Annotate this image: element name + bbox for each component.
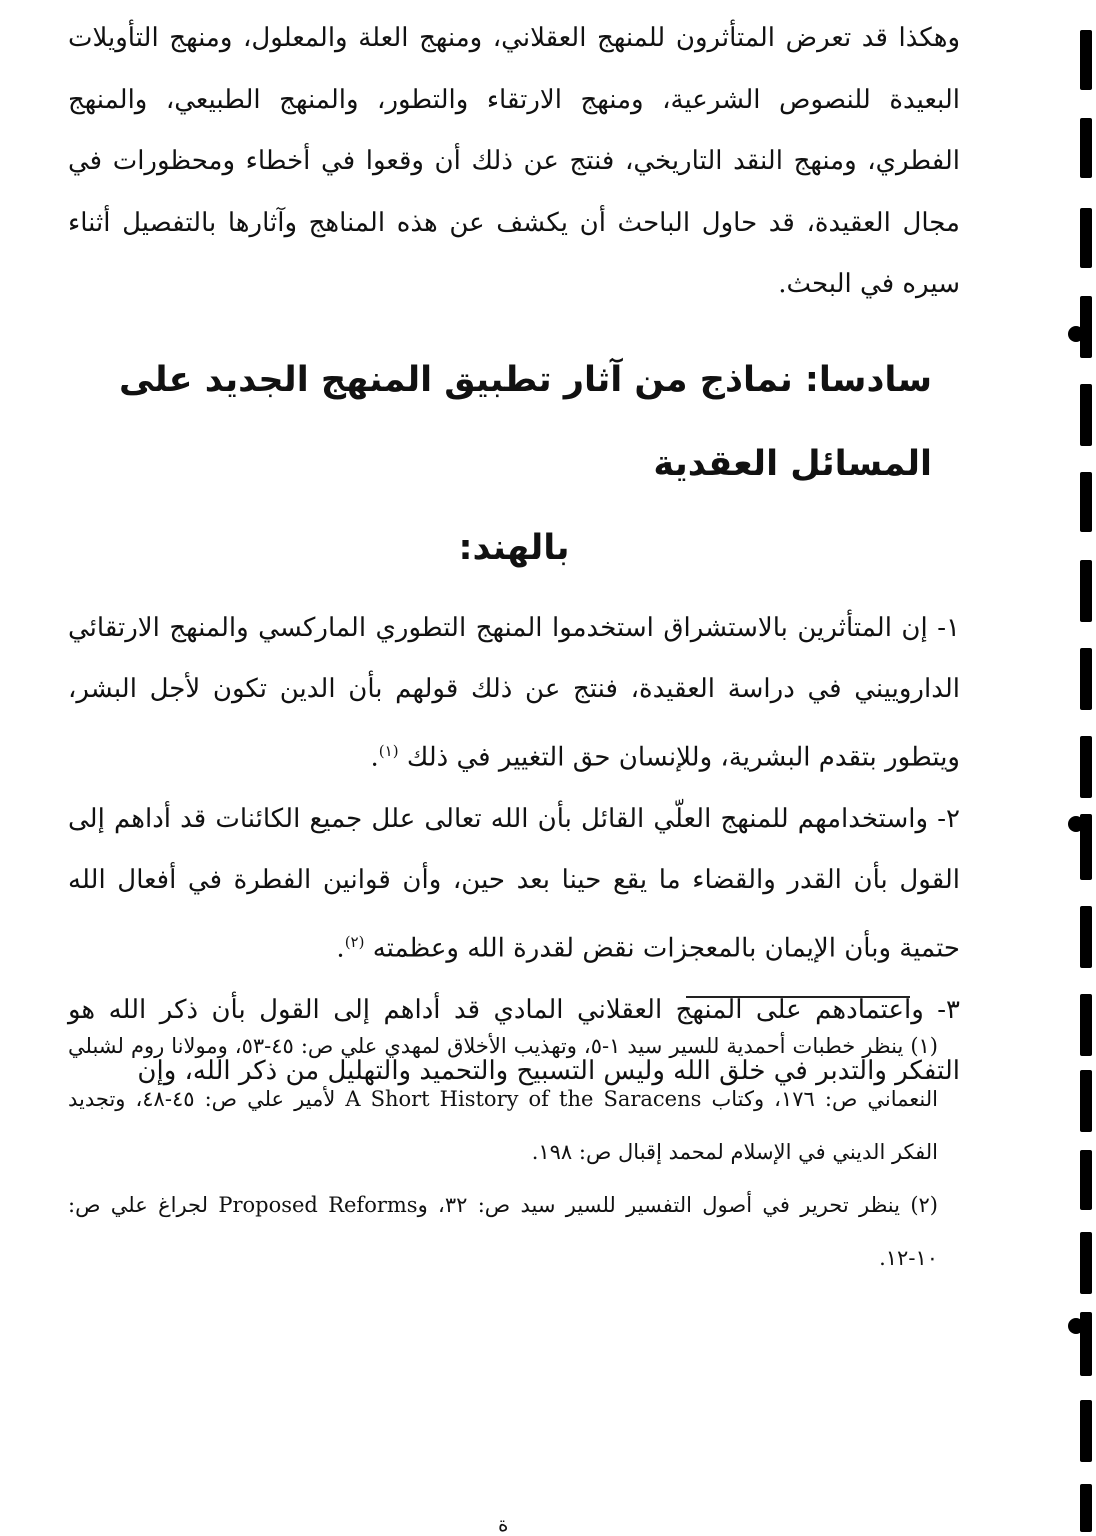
page-number: ة: [498, 1512, 509, 1536]
heading-line-2: بالهند:: [458, 527, 570, 568]
footnotes: [68, 1020, 938, 1285]
point-1: ١- إن المتأثرين بالاستشراق استخدموا المنهج التطوري الماركسي والمنهج الارتقائي الداروييني في دراسة العقيدة، فنتج عن ذلك قولهم بأن الدين تكون لأجل البشر، ويتطور بتقدم البشرية، وللإنسان حق التغيير في ذلك $^{(١)}$.: [68, 612, 960, 773]
section-heading: [68, 338, 960, 590]
point-3: ٣- واعتمادهم على المنهج العقلاني المادي قد أداهم إلى القول بأن ذكر الله هو التفكر والتدبر في خلق الله وليس التسبيح والتحميد والتهليل من ذكر الله، وإن: [68, 994, 960, 1087]
heading-line-1: سادسا: نماذج من آثار تطبيق المنهج الجديد على المسائل العقدية: [118, 359, 932, 484]
scan-mark: [1080, 30, 1092, 90]
scan-mark: [1080, 560, 1092, 622]
scan-mark: [1080, 736, 1092, 798]
scan-mark: [1080, 648, 1092, 710]
footnote-ref-1[interactable]: (١): [378, 741, 399, 760]
point-2-text: ٢- واستخدامهم للمنهج العلّي القائل بأن الله تعالى علل جميع الكائنات قد أداهم إلى القول بأن القدر والقضاء ما يقع حينا بعد حين، وأن قوانين الفطرة في أفعال الله حتمية وبأن الإيمان بالمعجزات نقض لقدرة الله وعظمته: [68, 803, 960, 964]
scan-mark: [1080, 1070, 1092, 1132]
footnote-2: (٢) ينظر تحرير في أصول التفسير للسير سيد ص: ٣٢، وProposed Reforms لجراغ علي ص: ١٠-١٢.: [68, 1193, 938, 1270]
footnote-separator: [686, 996, 910, 998]
scan-mark: [1080, 906, 1092, 968]
scan-dot: [1068, 816, 1084, 832]
scan-mark: [1080, 994, 1092, 1056]
intro-paragraph: وهكذا قد تعرض المتأثرون للمنهج العقلاني، ومنهج العلة والمعلول، ومنهج التأويلات البعيدة للنصوص الشرعية، ومنهج الارتقاء والتطور، والمنهج الطبيعي، والمنهج الفطري، ومنهج النقد التاريخي، فنتج عن ذلك أن وقعوا في أخطاء ومحظورات في مجال العقيدة، قد حاول الباحث أن يكشف عن هذه المناهج وآثارها بالتفصيل أثناء سيره في البحث.: [68, 23, 960, 299]
point-2: ٢- واستخدامهم للمنهج العلّي القائل بأن الله تعالى علل جميع الكائنات قد أداهم إلى القول بأن القدر والقضاء ما يقع حينا بعد حين، وأن قوانين الفطرة في أفعال الله حتمية وبأن الإيمان بالمعجزات نقض لقدرة الله وعظمته $^{(٢)}$.: [68, 803, 960, 964]
scan-mark: [1080, 208, 1092, 268]
scan-mark: [1080, 1150, 1092, 1210]
scan-dot: [1068, 326, 1084, 342]
document-body: [68, 8, 960, 1103]
scan-mark: [1080, 1400, 1092, 1462]
point-1-text: ١- إن المتأثرين بالاستشراق استخدموا المنهج التطوري الماركسي والمنهج الارتقائي الداروييني في دراسة العقيدة، فنتج عن ذلك قولهم بأن الدين تكون لأجل البشر، ويتطور بتقدم البشرية، وللإنسان حق التغيير في ذلك: [68, 612, 960, 773]
scan-mark: [1080, 118, 1092, 178]
scan-mark: [1080, 472, 1092, 532]
scan-edge-marks: [1074, 0, 1096, 1532]
footnote-ref-2[interactable]: (٢): [344, 932, 365, 951]
scan-mark: [1080, 1484, 1092, 1532]
footnote-1: (١) ينظر خطبات أحمدية للسير سيد ١-٥، وتهذيب الأخلاق لمهدي علي ص: ٤٥-٥٣، ومولانا روم لشبلي النعماني ص: ١٧٦، وكتاب A Short History of the Saracens لأمير علي ص: ٤٥-٤٨، وتجديد الفكر الديني في الإسلام لمحمد إقبال ص: ١٩٨.: [68, 1034, 938, 1164]
scan-mark: [1080, 384, 1092, 446]
scan-mark: [1080, 1232, 1092, 1294]
scan-mark: [1080, 296, 1092, 358]
scan-dot: [1068, 1318, 1084, 1334]
